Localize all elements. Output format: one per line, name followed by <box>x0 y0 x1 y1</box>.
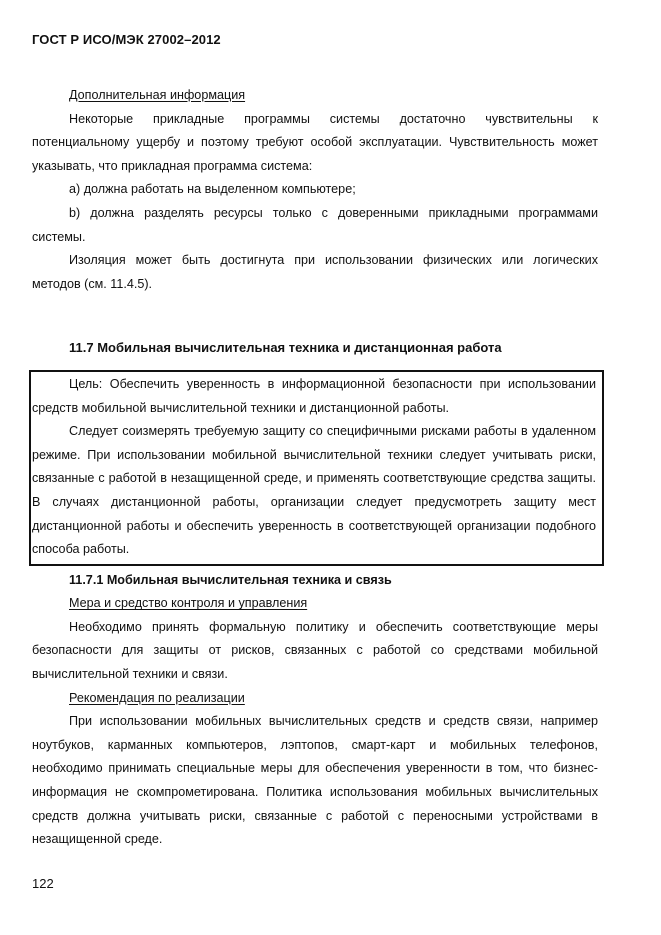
page-number: 122 <box>32 876 54 891</box>
paragraph-isolation: Изоляция может быть достигнута при использовании физических или логических методов (см. 11.4.5). <box>32 253 598 291</box>
goal-paragraph: Цель: Обеспечить уверенность в информационной безопасности при использовании средств мобильной вычислительной техники и дистанционной работы. <box>32 376 596 415</box>
control-paragraph: Необходимо принять формальную политику и обеспечить соответствующие меры безопасности для защиты от рисков, связанных с работой со средствами мобильной вычислительной техники и связи. <box>32 619 598 682</box>
goal-box <box>29 370 604 566</box>
goal-paragraph-2: Следует соизмерять требуемую защиту со специфичными рисками работы в удаленном режиме. При использовании мобильной вычислительной техники следует учитывать риски, связанные с работой в незащищенной среде, и применять соответствующие средства защиты. В случаях дистанционной работы, организации следует предусмотреть защиту мест дистанционной работы и обеспечить уверенность в соответствующей организации подобного способа работы. <box>32 424 596 557</box>
section-heading-11-7: 11.7 Мобильная вычислительная техника и дистанционная работа <box>69 340 502 356</box>
implementation-paragraph: При использовании мобильных вычислительных средств и средств связи, например ноутбуков, карманных компьютеров, лэптопов, смарт-карт и мобильных телефонов, необходимо принимать специальные меры для обеспечения уверенности в том, что бизнес-информация не скомпрометирована. Политика использования мобильных вычислительных средств должна учитывать риски, связанные с работой с переносными устройствами в незащищенной среде. <box>32 714 598 847</box>
implementation-heading: Рекомендация по реализации <box>69 690 245 705</box>
control-heading: Мера и средство контроля и управления <box>69 596 308 611</box>
page-content <box>32 84 598 852</box>
paragraph-sensitivity: Некоторые прикладные программы системы достаточно чувствительны к потенциальному ущербу и поэтому требуют особой эксплуатации. Чувствительность может указывать, что прикладная программа система: <box>32 111 598 173</box>
additional-info-heading: Дополнительная информация <box>69 88 246 102</box>
list-item-a: a) должна работать на выделенном компьютере; <box>69 182 356 197</box>
document-header: ГОСТ Р ИСО/МЭК 27002–2012 <box>32 32 221 47</box>
subsection-heading-11-7-1: 11.7.1 Мобильная вычислительная техника и связь <box>69 572 392 587</box>
list-item-b: b) должна разделять ресурсы только с доверенными прикладными программами системы. <box>32 205 598 244</box>
